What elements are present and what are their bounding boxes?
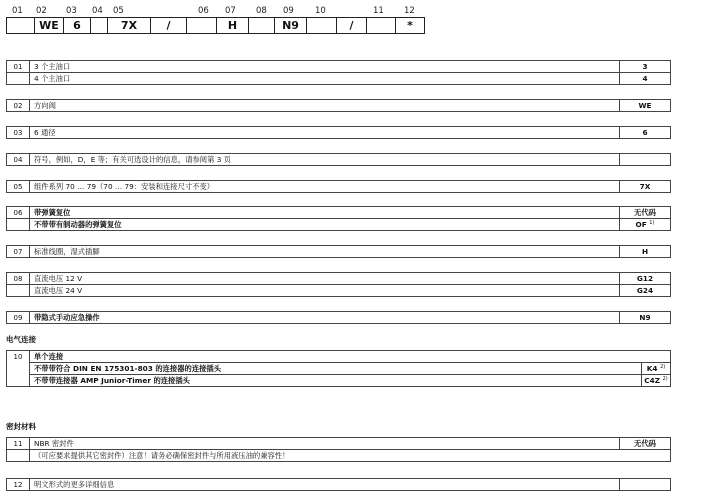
option-desc: 符号，例如，D，E 等；有关可选设计的信息，请参阅第 3 页 [34, 155, 231, 164]
code-box: * [395, 17, 425, 34]
option-row [7, 218, 670, 230]
footnote-ref: 1) [649, 220, 655, 226]
option-desc: 6 通径 [34, 128, 56, 137]
option-row [29, 374, 670, 386]
option-code [619, 154, 670, 165]
row-number: 03 [7, 127, 30, 138]
option-code: 无代码 [619, 438, 670, 449]
code-box: H [216, 17, 249, 34]
option-row [7, 273, 670, 284]
code-box: 7X [107, 17, 151, 34]
option-code: C4Z [644, 376, 661, 385]
footnote-ref: 2) [660, 364, 666, 370]
row-number: 10 [7, 351, 30, 386]
row-group-04 [6, 153, 671, 166]
option-code-cell [641, 363, 670, 374]
row-number: 07 [7, 246, 30, 257]
row-group-02 [6, 99, 671, 112]
row-number: 01 [7, 61, 30, 84]
code-box [306, 17, 337, 34]
header-number: 05 [113, 6, 124, 16]
option-code: H [619, 246, 670, 257]
option-title: 单个连接 [34, 352, 64, 361]
header-number: 11 [373, 6, 384, 16]
row-number: 12 [7, 479, 30, 490]
row-group-06 [6, 206, 671, 231]
header-number: 06 [198, 6, 209, 16]
footnote-ref: 2) [662, 376, 668, 382]
option-row [7, 351, 670, 362]
section-title-seal: 密封材料 [6, 422, 36, 431]
header-number: 01 [12, 6, 23, 16]
row-group-07 [6, 245, 671, 258]
option-code: WE [619, 100, 670, 111]
option-desc: 直流电压 12 V [34, 274, 83, 283]
option-row [7, 100, 670, 111]
option-row [7, 154, 670, 165]
code-box: / [150, 17, 187, 34]
option-desc: 带隐式手动应急操作 [34, 313, 100, 322]
option-code-cell [619, 219, 670, 230]
option-row [7, 312, 670, 323]
row-number: 11 [7, 438, 30, 461]
option-desc: 不带带符合 DIN EN 175301-803 的连接器的连接插头 [34, 364, 222, 373]
option-desc: 不带带连接器 AMP Junior-Timer 的连接插头 [34, 376, 190, 385]
option-code-cell [641, 375, 670, 386]
option-row [7, 61, 670, 72]
option-row [7, 284, 670, 296]
option-row [7, 127, 670, 138]
row-group-01 [6, 60, 671, 85]
row-number: 06 [7, 207, 30, 230]
header-number: 03 [66, 6, 77, 16]
option-code: 6 [619, 127, 670, 138]
option-desc: NBR 密封件 [34, 439, 74, 448]
row-group-05 [6, 180, 671, 193]
option-desc: 方向阀 [34, 101, 56, 110]
option-desc: 带弹簧复位 [34, 208, 71, 217]
row-group-12 [6, 478, 671, 491]
code-box [90, 17, 108, 34]
row-group-08 [6, 272, 671, 297]
option-desc: 组件系列 70 … 79（70 … 79：安装和连接尺寸不变） [34, 182, 215, 191]
option-row [7, 246, 670, 257]
option-row [7, 72, 670, 84]
header-number: 08 [256, 6, 267, 16]
code-box [248, 17, 275, 34]
header-number: 10 [315, 6, 326, 16]
header-number: 12 [404, 6, 415, 16]
option-row [29, 362, 670, 374]
option-code: G24 [619, 285, 670, 296]
header-number: 09 [283, 6, 294, 16]
code-box: WE [34, 17, 64, 34]
option-desc: 明文形式的更多详细信息 [34, 480, 115, 489]
option-desc: 4 个主油口 [34, 74, 71, 83]
code-box: 6 [63, 17, 91, 34]
option-row [7, 181, 670, 192]
option-code: 无代码 [619, 207, 670, 218]
code-box: / [336, 17, 367, 34]
row-number: 09 [7, 312, 30, 323]
row-number: 08 [7, 273, 30, 296]
option-desc: 3 个主油口 [34, 62, 71, 71]
code-box [6, 17, 35, 34]
option-code: OF [635, 220, 647, 229]
row-group-03 [6, 126, 671, 139]
header-number: 02 [36, 6, 47, 16]
option-desc: （可应要求提供其它密封件）注意！请务必确保密封件与所用液压油的兼容性！ [34, 451, 290, 460]
header-number: 07 [225, 6, 236, 16]
row-number: 04 [7, 154, 30, 165]
option-desc: 标准线圈，湿式插脚 [34, 247, 100, 256]
row-group-09 [6, 311, 671, 324]
code-box [186, 17, 217, 34]
option-code [619, 479, 670, 490]
option-code: K4 [646, 364, 658, 373]
code-box: N9 [274, 17, 307, 34]
code-box [366, 17, 396, 34]
option-code: 3 [619, 61, 670, 72]
option-code: 7X [619, 181, 670, 192]
option-row [7, 207, 670, 218]
row-number: 05 [7, 181, 30, 192]
option-code: G12 [619, 273, 670, 284]
option-code: N9 [619, 312, 670, 323]
option-row [7, 438, 670, 449]
option-row [7, 479, 670, 490]
row-number: 02 [7, 100, 30, 111]
row-group-11 [6, 437, 671, 462]
row-group-10 [6, 350, 671, 387]
section-title-electrical: 电气连接 [6, 335, 36, 344]
header-number: 04 [92, 6, 103, 16]
option-code: 4 [619, 73, 670, 84]
option-desc: 直流电压 24 V [34, 286, 83, 295]
option-row [7, 449, 670, 461]
option-desc: 不带带有制动器的弹簧复位 [34, 220, 122, 229]
